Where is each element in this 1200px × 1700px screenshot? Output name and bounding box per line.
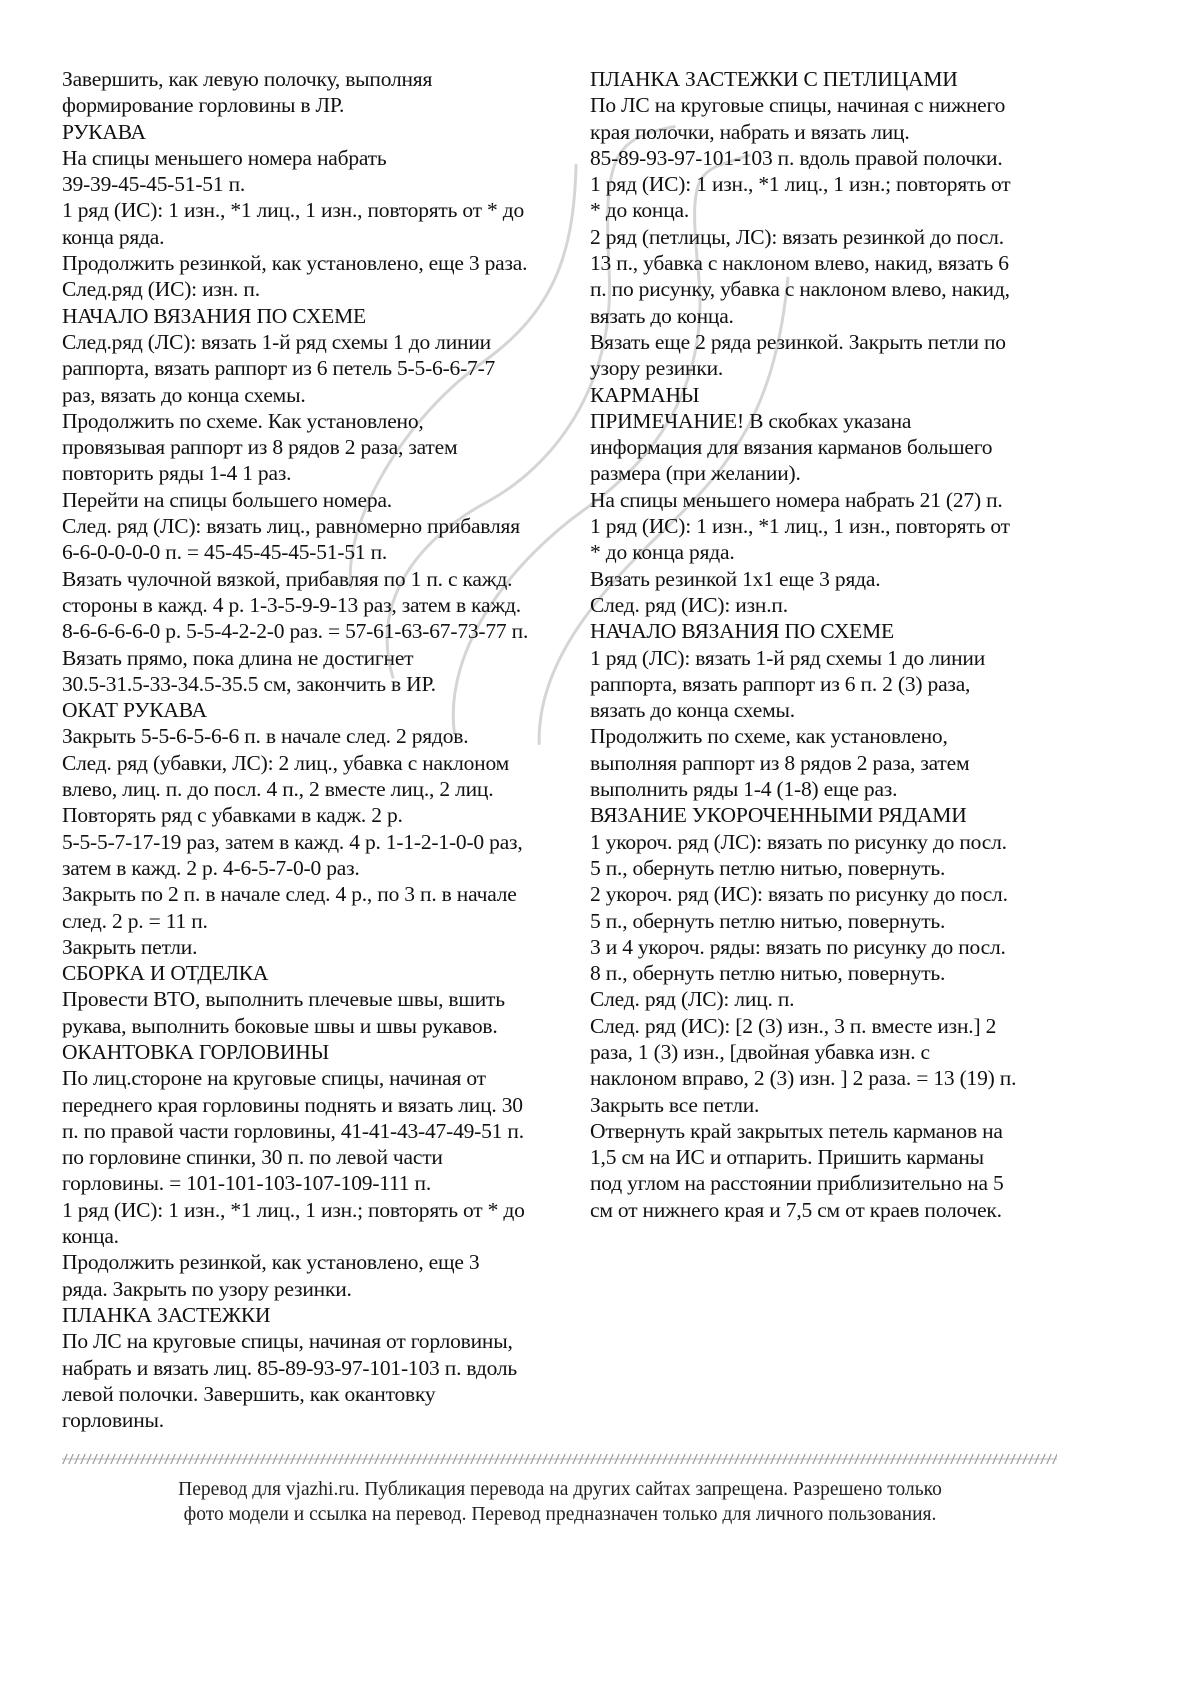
text-line: 8-6-6-6-6-0 р. 5-5-4-2-2-0 раз. = 57-61-63-67-73-77 п. <box>62 619 529 644</box>
text-line: 8 п., обернуть петлю нитью, повернуть. <box>590 961 946 986</box>
section-heading: РУКАВА <box>62 119 146 144</box>
text-line: выполнить ряды 1-4 (1-8) еще раз. <box>590 777 898 802</box>
text-line: 1 ряд (ИС): 1 изн., *1 лиц., 1 изн., повторять от * до <box>62 198 525 223</box>
text-line: Перейти на спицы большего номера. <box>62 487 392 512</box>
section-heading: НАЧАЛО ВЯЗАНИЯ ПО СХЕМЕ <box>590 619 894 644</box>
text-line: 39-39-45-45-51-51 п. <box>62 172 246 197</box>
text-line: Закрыть все петли. <box>590 1092 760 1117</box>
left-column <box>62 66 572 1433</box>
text-line: горловины. <box>62 1408 164 1433</box>
text-line: левой полочки. Завершить, как окантовку <box>62 1381 436 1406</box>
text-line: 5 п., обернуть петлю нитью, повернуть. <box>590 855 946 880</box>
section-heading: НАЧАЛО ВЯЗАНИЯ ПО СХЕМЕ <box>62 303 366 328</box>
text-line: п. по правой части горловины, 41-41-43-47-49-51 п. <box>62 1118 524 1143</box>
right-column <box>590 66 1060 1223</box>
text-line: Вязать еще 2 ряда резинкой. Закрыть петли по <box>590 329 1006 354</box>
text-line: Закрыть по 2 п. в начале след. 4 р., по 3 п. в начале <box>62 882 517 907</box>
text-line: По ЛС на круговые спицы, начиная с нижнего <box>590 93 1006 118</box>
text-line: Завершить, как левую полочку, выполняя <box>62 67 433 91</box>
section-heading: ПЛАНКА ЗАСТЕЖКИ С ПЕТЛИЦАМИ <box>590 67 958 91</box>
text-line: 30.5-31.5-33-34.5-35.5 см, закончить в ИР. <box>62 671 436 696</box>
text-line: формирование горловины в ЛР. <box>62 93 345 118</box>
text-line: горловины. = 101-101-103-107-109-111 п. <box>62 1171 431 1196</box>
text-line: под углом на расстоянии приблизительно на 5 <box>590 1171 1004 1196</box>
section-heading: ВЯЗАНИЕ УКОРОЧЕННЫМИ РЯДАМИ <box>590 803 967 828</box>
text-line: ряда. Закрыть по узору резинки. <box>62 1276 352 1301</box>
text-line: Продолжить резинкой, как установлено, еще 3 раза. <box>62 251 528 276</box>
text-line: 1,5 см на ИС и отпарить. Пришить карманы <box>590 1145 984 1170</box>
text-line: стороны в кажд. 4 р. 1-3-5-9-9-13 раз, затем в кажд. <box>62 592 521 617</box>
text-line: Провести ВТО, выполнить плечевые швы, вшить <box>62 987 505 1012</box>
text-line: Продолжить по схеме, как установлено, <box>590 724 948 749</box>
text-line: узору резинки. <box>590 356 724 381</box>
text-line: След.ряд (ЛС): вязать 1-й ряд схемы 1 до линии <box>62 329 491 354</box>
text-line: 1 ряд (ИС): 1 изн., *1 лиц., 1 изн., повторять от <box>590 514 1010 539</box>
text-line: След. ряд (ИС): [2 (3) изн., 3 п. вместе изн.] 2 <box>590 1013 997 1038</box>
text-line: След. ряд (убавки, ЛС): 2 лиц., убавка с наклоном <box>62 750 510 775</box>
text-line: След. ряд (ЛС): лиц. п. <box>590 987 795 1012</box>
section-heading: СБОРКА И ОТДЕЛКА <box>62 961 269 986</box>
text-line: конца. <box>62 1224 119 1249</box>
text-line: Вязать резинкой 1х1 еще 3 ряда. <box>590 566 881 591</box>
text-line: 85-89-93-97-101-103 п. вдоль правой полочки. <box>590 145 1003 170</box>
text-line: ПРИМЕЧАНИЕ! В скобках указана <box>590 408 912 433</box>
text-line: переднего края горловины поднять и вязать лиц. 30 <box>62 1092 523 1117</box>
text-line: Закрыть петли. <box>62 934 198 959</box>
text-line: * до конца ряда. <box>590 540 735 565</box>
text-line: повторить ряды 1-4 1 раз. <box>62 461 292 486</box>
text-line: выполняя раппорт из 8 рядов 2 раза, затем <box>590 750 970 775</box>
text-line: см от нижнего края и 7,5 см от краев полочек. <box>590 1197 1002 1222</box>
text-line: Отвернуть край закрытых петель карманов на <box>590 1118 1003 1143</box>
text-line: 6-6-0-0-0-0 п. = 45-45-45-45-51-51 п. <box>62 540 388 565</box>
text-line: раз, вязать до конца схемы. <box>62 382 306 407</box>
text-line: Вязать чулочной вязкой, прибавляя по 1 п. с кажд. <box>62 566 513 591</box>
text-line: След. ряд (ИС): изн.п. <box>590 592 788 617</box>
text-line: На спицы меньшего номера набрать 21 (27) п. <box>590 487 1003 512</box>
text-line: след. 2 р. = 11 п. <box>62 908 208 933</box>
footer-line-1: Перевод для vjazhi.ru. Публикация перевода на других сайтах запрещена. Разрешено только <box>178 1479 942 1500</box>
section-heading: ПЛАНКА ЗАСТЕЖКИ <box>62 1302 271 1327</box>
text-line: конца ряда. <box>62 224 165 249</box>
footer-line-2: фото модели и ссылка на перевод. Перевод предназначен только для личного пользования. <box>183 1504 937 1525</box>
text-line: 1 ряд (ИС): 1 изн., *1 лиц., 1 изн.; повторять от * до <box>62 1197 525 1222</box>
text-line: Продолжить резинкой, как установлено, еще 3 <box>62 1250 480 1275</box>
text-line: По ЛС на круговые спицы, начиная от горловины, <box>62 1329 513 1354</box>
text-line: 1 укороч. ряд (ЛС): вязать по рисунку до посл. <box>590 829 1007 854</box>
text-line: След. ряд (ЛС): вязать лиц., равномерно прибавляя <box>62 514 520 539</box>
text-line: вязать до конца схемы. <box>590 698 795 723</box>
section-heading: КАРМАНЫ <box>590 382 700 407</box>
text-line: раза, 1 (3) изн., [двойная убавка изн. с <box>590 1039 930 1064</box>
text-line: 13 п., убавка с наклоном влево, накид, вязать 6 <box>590 251 1009 276</box>
footer-divider <box>62 1452 1057 1466</box>
text-line: наклоном вправо, 2 (3) изн. ] 2 раза. = 13 (19) п. <box>590 1066 1017 1091</box>
text-line: Вязать прямо, пока длина не достигнет <box>62 645 414 670</box>
text-line: Повторять ряд с убавками в кадж. 2 р. <box>62 803 403 828</box>
text-line: 5-5-5-7-17-19 раз, затем в кажд. 4 р. 1-1-2-1-0-0 раз, <box>62 829 523 854</box>
text-line: края полочки, набрать и вязать лиц. <box>590 119 910 144</box>
text-line: влево, лиц. п. до посл. 4 п., 2 вместе лиц., 2 лиц. <box>62 777 494 802</box>
section-heading: ОКАНТОВКА ГОРЛОВИНЫ <box>62 1039 330 1064</box>
text-line: 3 и 4 укороч. ряды: вязать по рисунку до посл. <box>590 934 1006 959</box>
text-line: набрать и вязать лиц. 85-89-93-97-101-103 п. вдоль <box>62 1355 517 1380</box>
text-line: Продолжить по схеме. Как установлено, <box>62 408 424 433</box>
text-line: размера (при желании). <box>590 461 801 486</box>
text-line: 2 ряд (петлицы, ЛС): вязать резинкой до посл. <box>590 224 1004 249</box>
text-line: затем в кажд. 2 р. 4-6-5-7-0-0 раз. <box>62 855 360 880</box>
text-line: по горловине спинки, 30 п. по левой части <box>62 1145 443 1170</box>
text-line: информация для вязания карманов большего <box>590 435 993 460</box>
text-line: раппорта, вязать раппорт из 6 петель 5-5-6-6-7-7 <box>62 356 496 381</box>
text-line: На спицы меньшего номера набрать <box>62 145 387 170</box>
text-line: 2 укороч. ряд (ИС): вязать по рисунку до посл. <box>590 882 1008 907</box>
text-line: * до конца. <box>590 198 690 223</box>
section-heading: ОКАТ РУКАВА <box>62 698 207 723</box>
text-line: 1 ряд (ЛС): вязать 1-й ряд схемы 1 до линии <box>590 645 986 670</box>
text-line: раппорта, вязать раппорт из 6 п. 2 (3) раза, <box>590 671 971 696</box>
text-line: вязать до конца. <box>590 303 734 328</box>
text-line: 5 п., обернуть петлю нитью, повернуть. <box>590 908 946 933</box>
text-line: провязывая раппорт из 8 рядов 2 раза, затем <box>62 435 458 460</box>
text-line: По лиц.стороне на круговые спицы, начиная от <box>62 1066 486 1091</box>
text-line: рукава, выполнить боковые швы и швы рукавов. <box>62 1013 498 1038</box>
text-line: Закрыть 5-5-6-5-6-6 п. в начале след. 2 рядов. <box>62 724 469 749</box>
text-line: След.ряд (ИС): изн. п. <box>62 277 260 302</box>
text-line: 1 ряд (ИС): 1 изн., *1 лиц., 1 изн.; повторять от <box>590 172 1011 197</box>
text-line: п. по рисунку, убавка с наклоном влево, накид, <box>590 277 1010 302</box>
footer-notice <box>70 1477 1050 1527</box>
